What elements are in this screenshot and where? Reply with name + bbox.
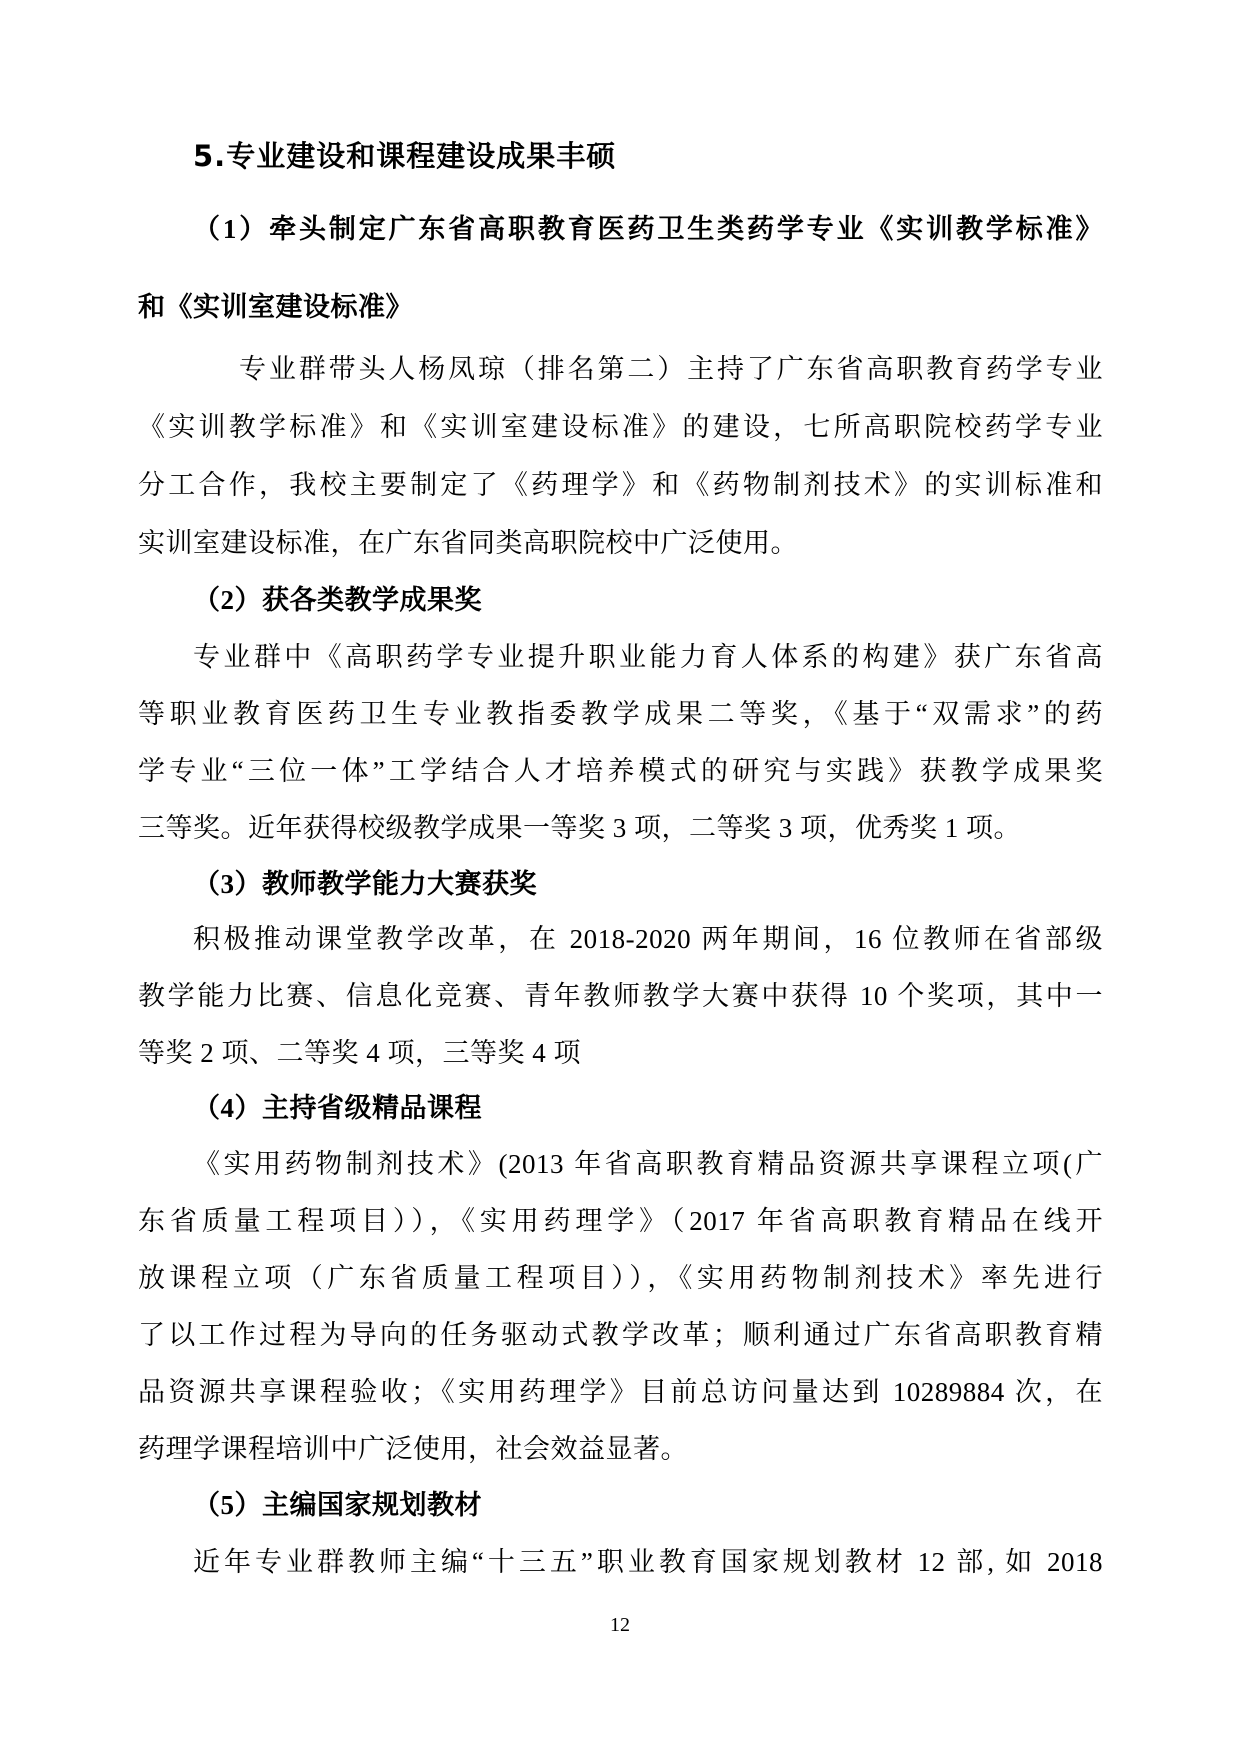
text-line: 实训室建设标准，在广东省同类高职院校中广泛使用。 xyxy=(138,528,798,558)
text-line: 等职业教育医药卫生专业教指委教学成果二等奖，《基于“双需求”的药 xyxy=(138,699,1103,729)
text-line: 学专业“三位一体”工学结合人才培养模式的研究与实践》获教学成果奖 xyxy=(138,756,1103,786)
text-line: 品资源共享课程验收；《实用药理学》目前总访问量达到 10289884 次，在 xyxy=(138,1377,1103,1407)
text-line: 东省质量工程项目）），《实用药理学》（2017 年省高职教育精品在线开 xyxy=(138,1206,1103,1236)
text-line: 专业群中《高职药学专业提升职业能力育人体系的构建》获广东省高 xyxy=(193,642,1103,672)
subsection-title-line: （5）主编国家规划教材 xyxy=(193,1490,482,1520)
text-line: 分工合作，我校主要制定了《药理学》和《药物制剂技术》的实训标准和 xyxy=(138,470,1103,500)
subsection-title-line: 和《实训室建设标准》 xyxy=(138,292,413,322)
page-number: 12 xyxy=(610,1614,630,1636)
text-line: 教学能力比赛、信息化竞赛、青年教师教学大赛中获得 10 个奖项，其中一 xyxy=(138,981,1103,1011)
text-line: 积极推动课堂教学改革，在 2018-2020 两年期间，16 位教师在省部级 xyxy=(193,924,1103,954)
text-line: 药理学课程培训中广泛使用，社会效益显著。 xyxy=(138,1434,688,1464)
text-line: 《实用药物制剂技术》(2013 年省高职教育精品资源共享课程立项(广 xyxy=(193,1149,1103,1179)
text-line: 近年专业群教师主编“十三五”职业教育国家规划教材 12 部, 如 2018 xyxy=(193,1547,1103,1577)
text-line: 《实训教学标准》和《实训室建设标准》的建设，七所高职院校药学专业 xyxy=(138,412,1103,442)
text-line: 三等奖。近年获得校级教学成果一等奖 3 项，二等奖 3 项，优秀奖 1 项。 xyxy=(138,813,1021,843)
text-line: 了以工作过程为导向的任务驱动式教学改革；顺利通过广东省高职教育精 xyxy=(138,1320,1103,1350)
subsection-title-line: （3）教师教学能力大赛获奖 xyxy=(193,869,537,899)
text-line: 等奖 2 项、二等奖 4 项，三等奖 4 项 xyxy=(138,1038,581,1068)
text-line: 专业群带头人杨凤琼（排名第二）主持了广东省高职教育药学专业 xyxy=(239,354,1103,384)
subsection-title-line: （1）牵头制定广东省高职教育医药卫生类药学专业《实训教学标准》 xyxy=(193,214,1103,244)
section-heading: 5.专业建设和课程建设成果丰硕 xyxy=(193,139,617,173)
subsection-title-line: （4）主持省级精品课程 xyxy=(193,1093,482,1123)
subsection-title-line: （2）获各类教学成果奖 xyxy=(193,585,482,615)
text-line: 放课程立项（广东省质量工程项目）），《实用药物制剂技术》率先进行 xyxy=(138,1263,1103,1293)
